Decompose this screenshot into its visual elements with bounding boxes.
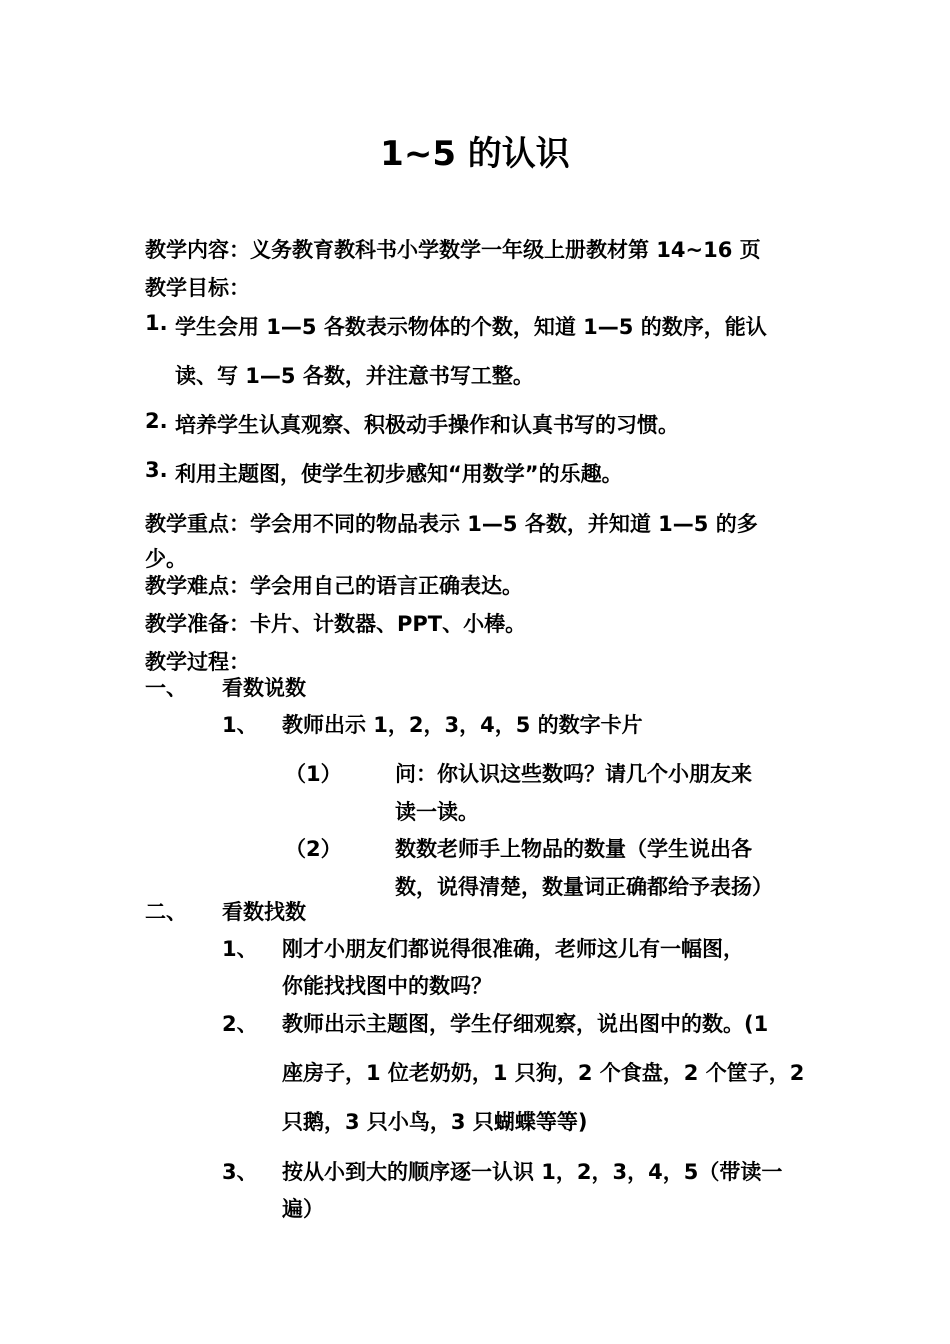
step-text-line: 刚才小朋友们都说得很准确，老师这儿有一幅图， (282, 937, 744, 961)
step-number: 1、 (222, 713, 258, 737)
objective-text-line: 利用主题图，使学生初步感知“用数学”的乐趣。 (175, 462, 623, 486)
sub-step-number: （1） (285, 762, 342, 786)
sub-step-text-line: 读一读。 (395, 800, 479, 824)
sub-step-text-line: 数数老师手上物品的数量（学生说出各 (395, 837, 752, 861)
objectives-label: 教学目标： (145, 276, 250, 300)
step-text-line: 只鹅，3 只小鸟，3 只蝴蝶等等) (282, 1110, 588, 1134)
step-number: 1、 (222, 937, 258, 961)
key-point-line: 少。 (145, 547, 187, 571)
sub-step-number: （2） (285, 837, 342, 861)
step-text-line: 你能找找图中的数吗？ (282, 974, 492, 998)
step-text-line: 遍） (282, 1197, 324, 1221)
section-title: 看数说数 (222, 676, 306, 700)
difficulty: 教学难点：学会用自己的语言正确表达。 (145, 574, 523, 598)
step-number: 2、 (222, 1012, 258, 1036)
page-title: 1~5 的认识 (380, 134, 570, 174)
section-number: 二、 (145, 900, 187, 924)
objective-number: 2. (145, 409, 168, 433)
section-number: 一、 (145, 676, 187, 700)
step-text-line: 教师出示主题图，学生仔细观察，说出图中的数。(1 (282, 1012, 769, 1036)
key-point-line: 教学重点：学会用不同的物品表示 1—5 各数，并知道 1—5 的多 (145, 512, 758, 536)
objective-text-line: 学生会用 1—5 各数表示物体的个数，知道 1—5 的数序，能认 (175, 315, 767, 339)
section-title: 看数找数 (222, 900, 306, 924)
teaching-content: 教学内容：义务教育教科书小学数学一年级上册教材第 14~16 页 (145, 238, 761, 262)
objective-number: 3. (145, 458, 168, 482)
step-text-line: 座房子，1 位老奶奶，1 只狗，2 个食盘，2 个筐子，2 (282, 1061, 805, 1085)
objective-number: 1. (145, 311, 168, 335)
step-text-line: 教师出示 1，2，3，4，5 的数字卡片 (282, 713, 643, 737)
objective-text-line: 培养学生认真观察、积极动手操作和认真书写的习惯。 (175, 413, 679, 437)
objective-text-line: 读、写 1—5 各数，并注意书写工整。 (175, 364, 534, 388)
step-text-line: 按从小到大的顺序逐一认识 1，2，3，4，5（带读一 (282, 1160, 783, 1184)
process-label: 教学过程： (145, 650, 250, 674)
step-number: 3、 (222, 1160, 258, 1184)
preparation: 教学准备：卡片、计数器、PPT、小棒。 (145, 612, 527, 636)
sub-step-text-line: 问：你认识这些数吗？请几个小朋友来 (395, 762, 752, 786)
sub-step-text-line: 数，说得清楚，数量词正确都给予表扬） (395, 875, 773, 899)
